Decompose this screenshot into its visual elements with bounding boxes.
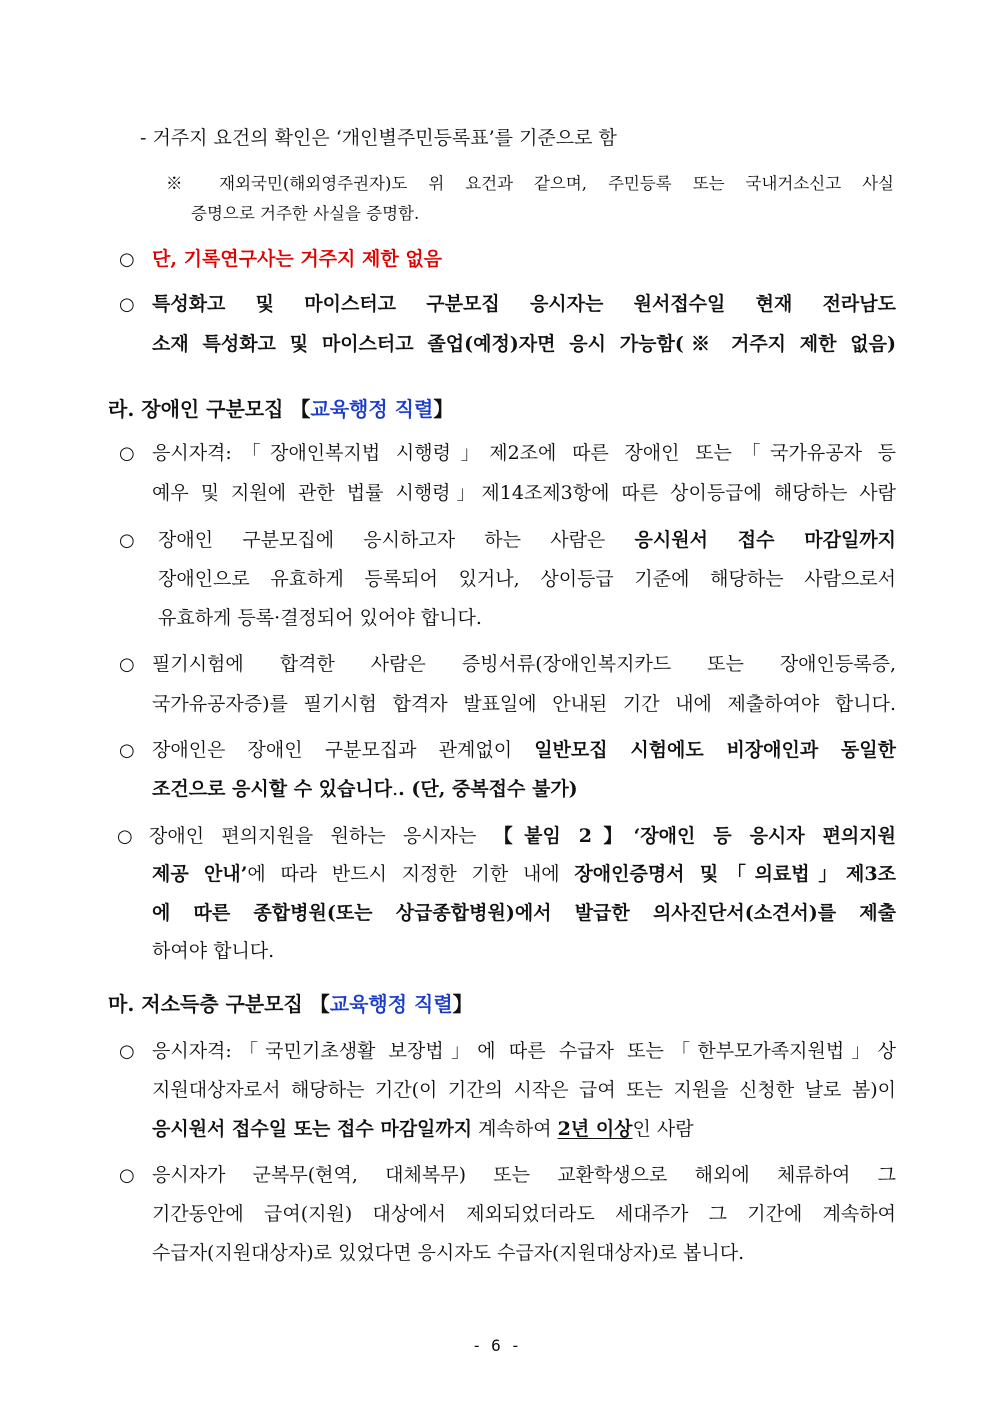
ra-b2-line-2: 장애인으로 유효하게 등록되어 있거나, 상이등급 기준에 해당하는 사람으로서	[158, 568, 896, 590]
ra-b5-line-2-bold-a: 제공 안내’	[152, 863, 248, 885]
ma-b1-line-3-tail: 인 사람	[632, 1118, 694, 1140]
ra-b4-line-2-bold: 조건으로 응시할 수 있습니다	[152, 778, 393, 800]
ma-b1-line-1: 응시자격:「국민기초생활 보장법」에 따른 수급자 또는「한부모가족지원법」상	[152, 1040, 896, 1062]
ma-b1-line-3-underlined: 2년 이상	[557, 1118, 633, 1140]
ra-b5-line-1-text: 장애인 편의지원을 원하는 응시자는	[149, 825, 477, 847]
section-ra-tag-open: 【	[290, 397, 311, 421]
section-ma-title: 마. 저소득층 구분모집	[108, 992, 303, 1016]
ra-b5-line-2	[152, 862, 896, 886]
special-school-line-1: 특성화고 및 마이스터고 구분모집 응시자는 원서접수일 현재 전라남도	[152, 293, 896, 315]
section-ma-tag: 교육행정 직렬	[329, 992, 453, 1016]
special-school-line-2: 소재 특성화고 및 마이스터고 졸업(예정)자면 응시 가능함(※ 거주지 제한 없음)	[152, 333, 896, 355]
ra-b2-line-1-bold: 응시원서 접수 마감일까지	[634, 529, 897, 551]
section-ra-tag-close: 】	[433, 397, 454, 421]
section-ma-tag-open: 【	[309, 992, 330, 1016]
ra-b5-line-2-text: 에 따라 반드시 지정한 기한 내에	[247, 863, 560, 885]
bullet-circle: ○	[119, 249, 135, 270]
ma-b1-line-3-bold: 응시원서 접수일 또는 접수 마감일까지	[152, 1118, 473, 1140]
ra-b2-line-1	[158, 528, 896, 552]
ra-b4-line-1	[152, 738, 896, 762]
ma-b1-line-2: 지원대상자로서 해당하는 기간(이 기간의 시작은 급여 또는 지원을 신청한 날로 봄)이	[152, 1079, 896, 1101]
ra-b4-line-2	[152, 777, 578, 801]
ra-b5-line-1	[149, 824, 896, 848]
bullet-circle: ○	[117, 826, 133, 847]
bullet-circle: ○	[119, 740, 135, 761]
ra-b5-line-1-bold: 【붙임 2】‘장애인 등 응시자 편의지원	[493, 825, 896, 847]
section-ma-heading	[108, 992, 473, 1016]
residence-check-dash-line: - 거주지 요건의 확인은 ‘개인별주민등록표’를 기준으로 함	[140, 127, 617, 149]
ra-b4-line-2-note: . (단, 중복접수 불가)	[398, 778, 578, 800]
ra-b3-line-1: 필기시험에 합격한 사람은 증빙서류(장애인복지카드 또는 장애인등록증,	[152, 653, 896, 675]
overseas-note-line-1: ※ 재외국민(해외영주권자)도 위 요건과 같으며, 주민등록 또는 국내거소신고 사실	[166, 174, 894, 193]
ma-b2-line-3: 수급자(지원대상자)로 있었다면 응시자도 수급자(지원대상자)로 봅니다.	[152, 1242, 745, 1264]
bullet-circle: ○	[119, 654, 135, 675]
ra-b1-line-1: 응시자격:「장애인복지법 시행령」제2조에 따른 장애인 또는「국가유공자 등	[152, 442, 896, 464]
page-number: - 6 -	[471, 1336, 521, 1355]
ra-b5-line-3: 에 따른 종합병원(또는 상급종합병원)에서 발급한 의사진단서(소견서)를 제출	[152, 902, 896, 924]
ma-b2-line-1: 응시자가 군복무(현역, 대체복무) 또는 교환학생으로 해외에 체류하여 그	[152, 1164, 896, 1186]
section-ra-heading	[108, 397, 453, 421]
overseas-note-line-2: 증명으로 거주한 사실을 증명함.	[191, 204, 420, 223]
bullet-circle: ○	[119, 1041, 135, 1062]
ra-b3-line-2: 국가유공자증)를 필기시험 합격자 발표일에 안내된 기간 내에 제출하여야 합니다.	[152, 693, 896, 715]
ra-b4-line-1-bold: 일반모집 시험에도 비장애인과 동일한	[534, 739, 896, 761]
section-ra-title: 라. 장애인 구분모집	[108, 397, 284, 421]
section-ra-tag: 교육행정 직렬	[310, 397, 434, 421]
bullet-circle: ○	[119, 530, 135, 551]
ma-b2-line-2: 기간동안에 급여(지원) 대상에서 제외되었더라도 세대주가 그 기간에 계속하여	[152, 1203, 896, 1225]
bullet-circle: ○	[119, 294, 135, 315]
ma-b1-line-3	[152, 1117, 694, 1141]
ra-b2-line-1-text: 장애인 구분모집에 응시하고자 하는 사람은	[158, 529, 606, 551]
research-exemption-line: 단, 기록연구사는 거주지 제한 없음	[152, 248, 443, 270]
ra-b5-line-2-bold-c: 장애인증명서 및「의료법」제3조	[574, 863, 896, 885]
section-ma-tag-close: 】	[452, 992, 473, 1016]
ra-b5-line-4: 하여야 합니다.	[152, 940, 275, 962]
ra-b1-line-2: 예우 및 지원에 관한 법률 시행령」제14조제3항에 따른 상이등급에 해당하는 사람	[152, 482, 896, 504]
ra-b4-line-1-text: 장애인은 장애인 구분모집과 관계없이	[152, 739, 513, 761]
ma-b1-line-3-text: 계속하여	[472, 1118, 558, 1140]
bullet-circle: ○	[119, 1165, 135, 1186]
ra-b2-line-3: 유효하게 등록·결정되어 있어야 합니다.	[158, 607, 482, 629]
bullet-circle: ○	[119, 443, 135, 464]
ra-b4-line-2-dot: .	[392, 778, 399, 800]
